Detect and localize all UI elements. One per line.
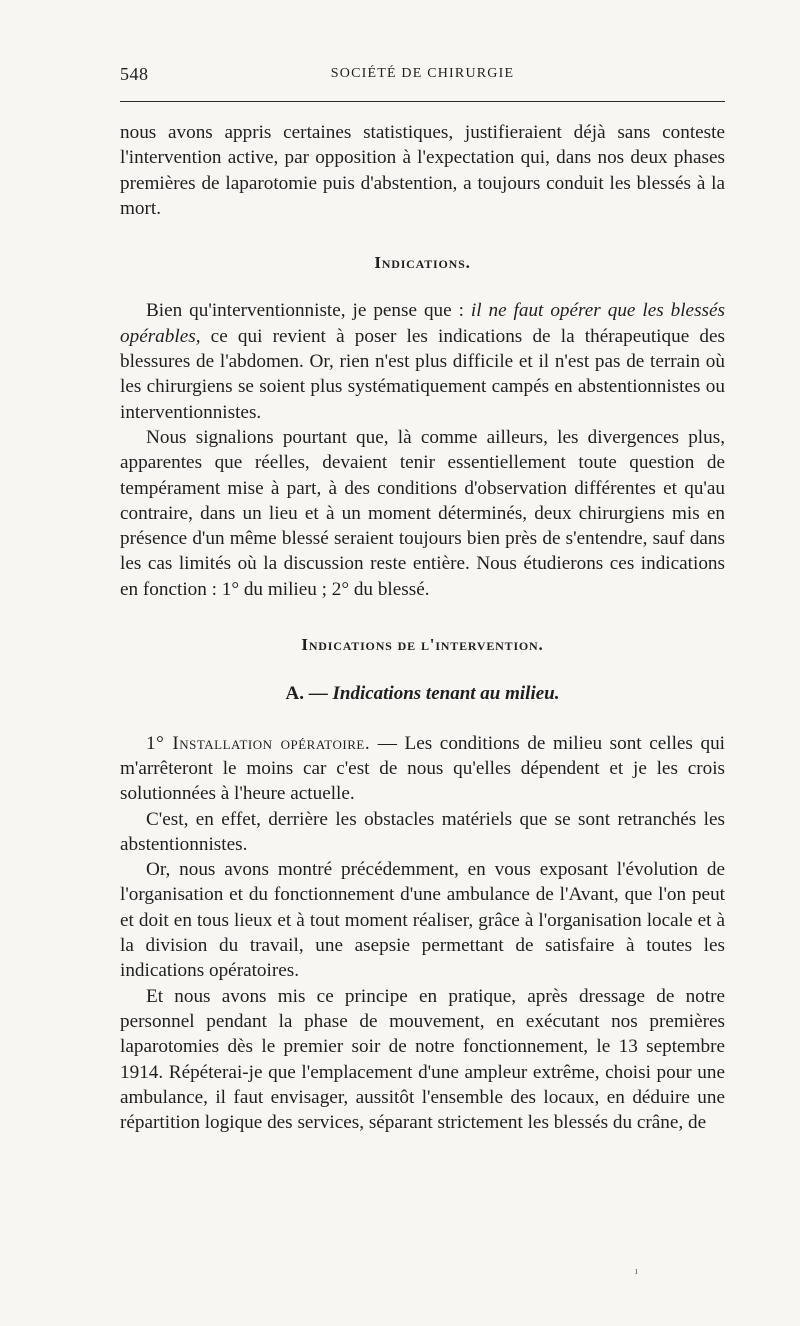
installation-heading: 1° Installation opératoire.: [146, 732, 371, 754]
indications-emphasis: il ne faut opérer que les blessés opérables: [120, 300, 725, 347]
page-mark: ı: [635, 1266, 638, 1277]
intervention-heading: Indications de l'intervention.: [301, 635, 544, 655]
indications-text-start: Bien qu'interventionniste, je pense que :: [146, 300, 471, 322]
header-rule: [120, 101, 725, 102]
indications-heading: Indications.: [374, 253, 471, 273]
subsection-heading: [120, 681, 725, 706]
indications-paragraph: [120, 298, 725, 424]
organisation-paragraph: Or, nous avons montré précédemment, en vous exposant l'évolution de l'organisation et du fonctionnement d'une ambulance de l'Avant, que l'on peut et doit en tous lieux et à tout moment réaliser, grâce à l'organisation locale et à la division du travail, une asepsie permettant de satisfaire à toutes les indications opératoires.: [120, 859, 725, 982]
subsection-label: A. —: [285, 683, 333, 705]
page-header: [120, 64, 725, 94]
installation-paragraph: [120, 731, 725, 807]
intro-paragraph: nous avons appris certaines statistiques, justifieraient déjà sans conteste l'intervention active, par opposition à l'expectation qui, dans nos deux phases premières de laparotomie puis d'abstention, a toujours conduit les blessés à la mort.: [120, 122, 725, 219]
running-head: SOCIÉTÉ DE CHIRURGIE: [330, 66, 515, 81]
indications-text-end: , ce qui revient à poser les indications de la thérapeutique des blessures de l'abdomen. Or, rien n'est plus difficile et il n'est pas de terrain où les chirurgiens se soient plus systématiquement campés en abstentionnistes ou interventionnistes.: [120, 325, 725, 423]
article-body: [120, 120, 725, 1135]
installation-text: — Les conditions de milieu sont celles qui m'arrêteront le moins car c'est de nous qu'elles dépendent et je les crois solutionnées à l'heure actuelle.: [120, 732, 726, 805]
page-number: 548: [120, 64, 149, 84]
practice-paragraph: Et nous avons mis ce principe en pratique, après dressage de notre personnel pendant la phase de mouvement, en exécutant nos premières laparotomies dès le premier soir de notre fonctionnement, le 13 septembre 1914. Répéterai-je que l'emplacement d'une ampleur extrême, choisi pour une ambulance, il faut envisager, aussitôt l'ensemble des locaux, en déduire une répartition logique des services, séparant strictement les blessés du crâne, de: [120, 985, 725, 1134]
subsection-title: Indications tenant au milieu.: [332, 683, 560, 705]
obstacles-paragraph: C'est, en effet, derrière les obstacles matériels que se sont retranchés les abstentionnistes.: [120, 808, 725, 855]
divergences-paragraph: Nous signalions pourtant que, là comme ailleurs, les divergences plus, apparentes que réelles, devaient tenir essentiellement toute question de tempérament mise à part, à des conditions d'observation différentes et qu'au contraire, dans un lieu et à un moment déterminés, deux chirurgiens mis en présence d'un même blessé seraient toujours bien près de s'entendre, sauf dans les cas limités où la discussion reste entière. Nous étudierons ces indications en fonction : 1° du milieu ; 2° du blessé.: [120, 426, 725, 600]
